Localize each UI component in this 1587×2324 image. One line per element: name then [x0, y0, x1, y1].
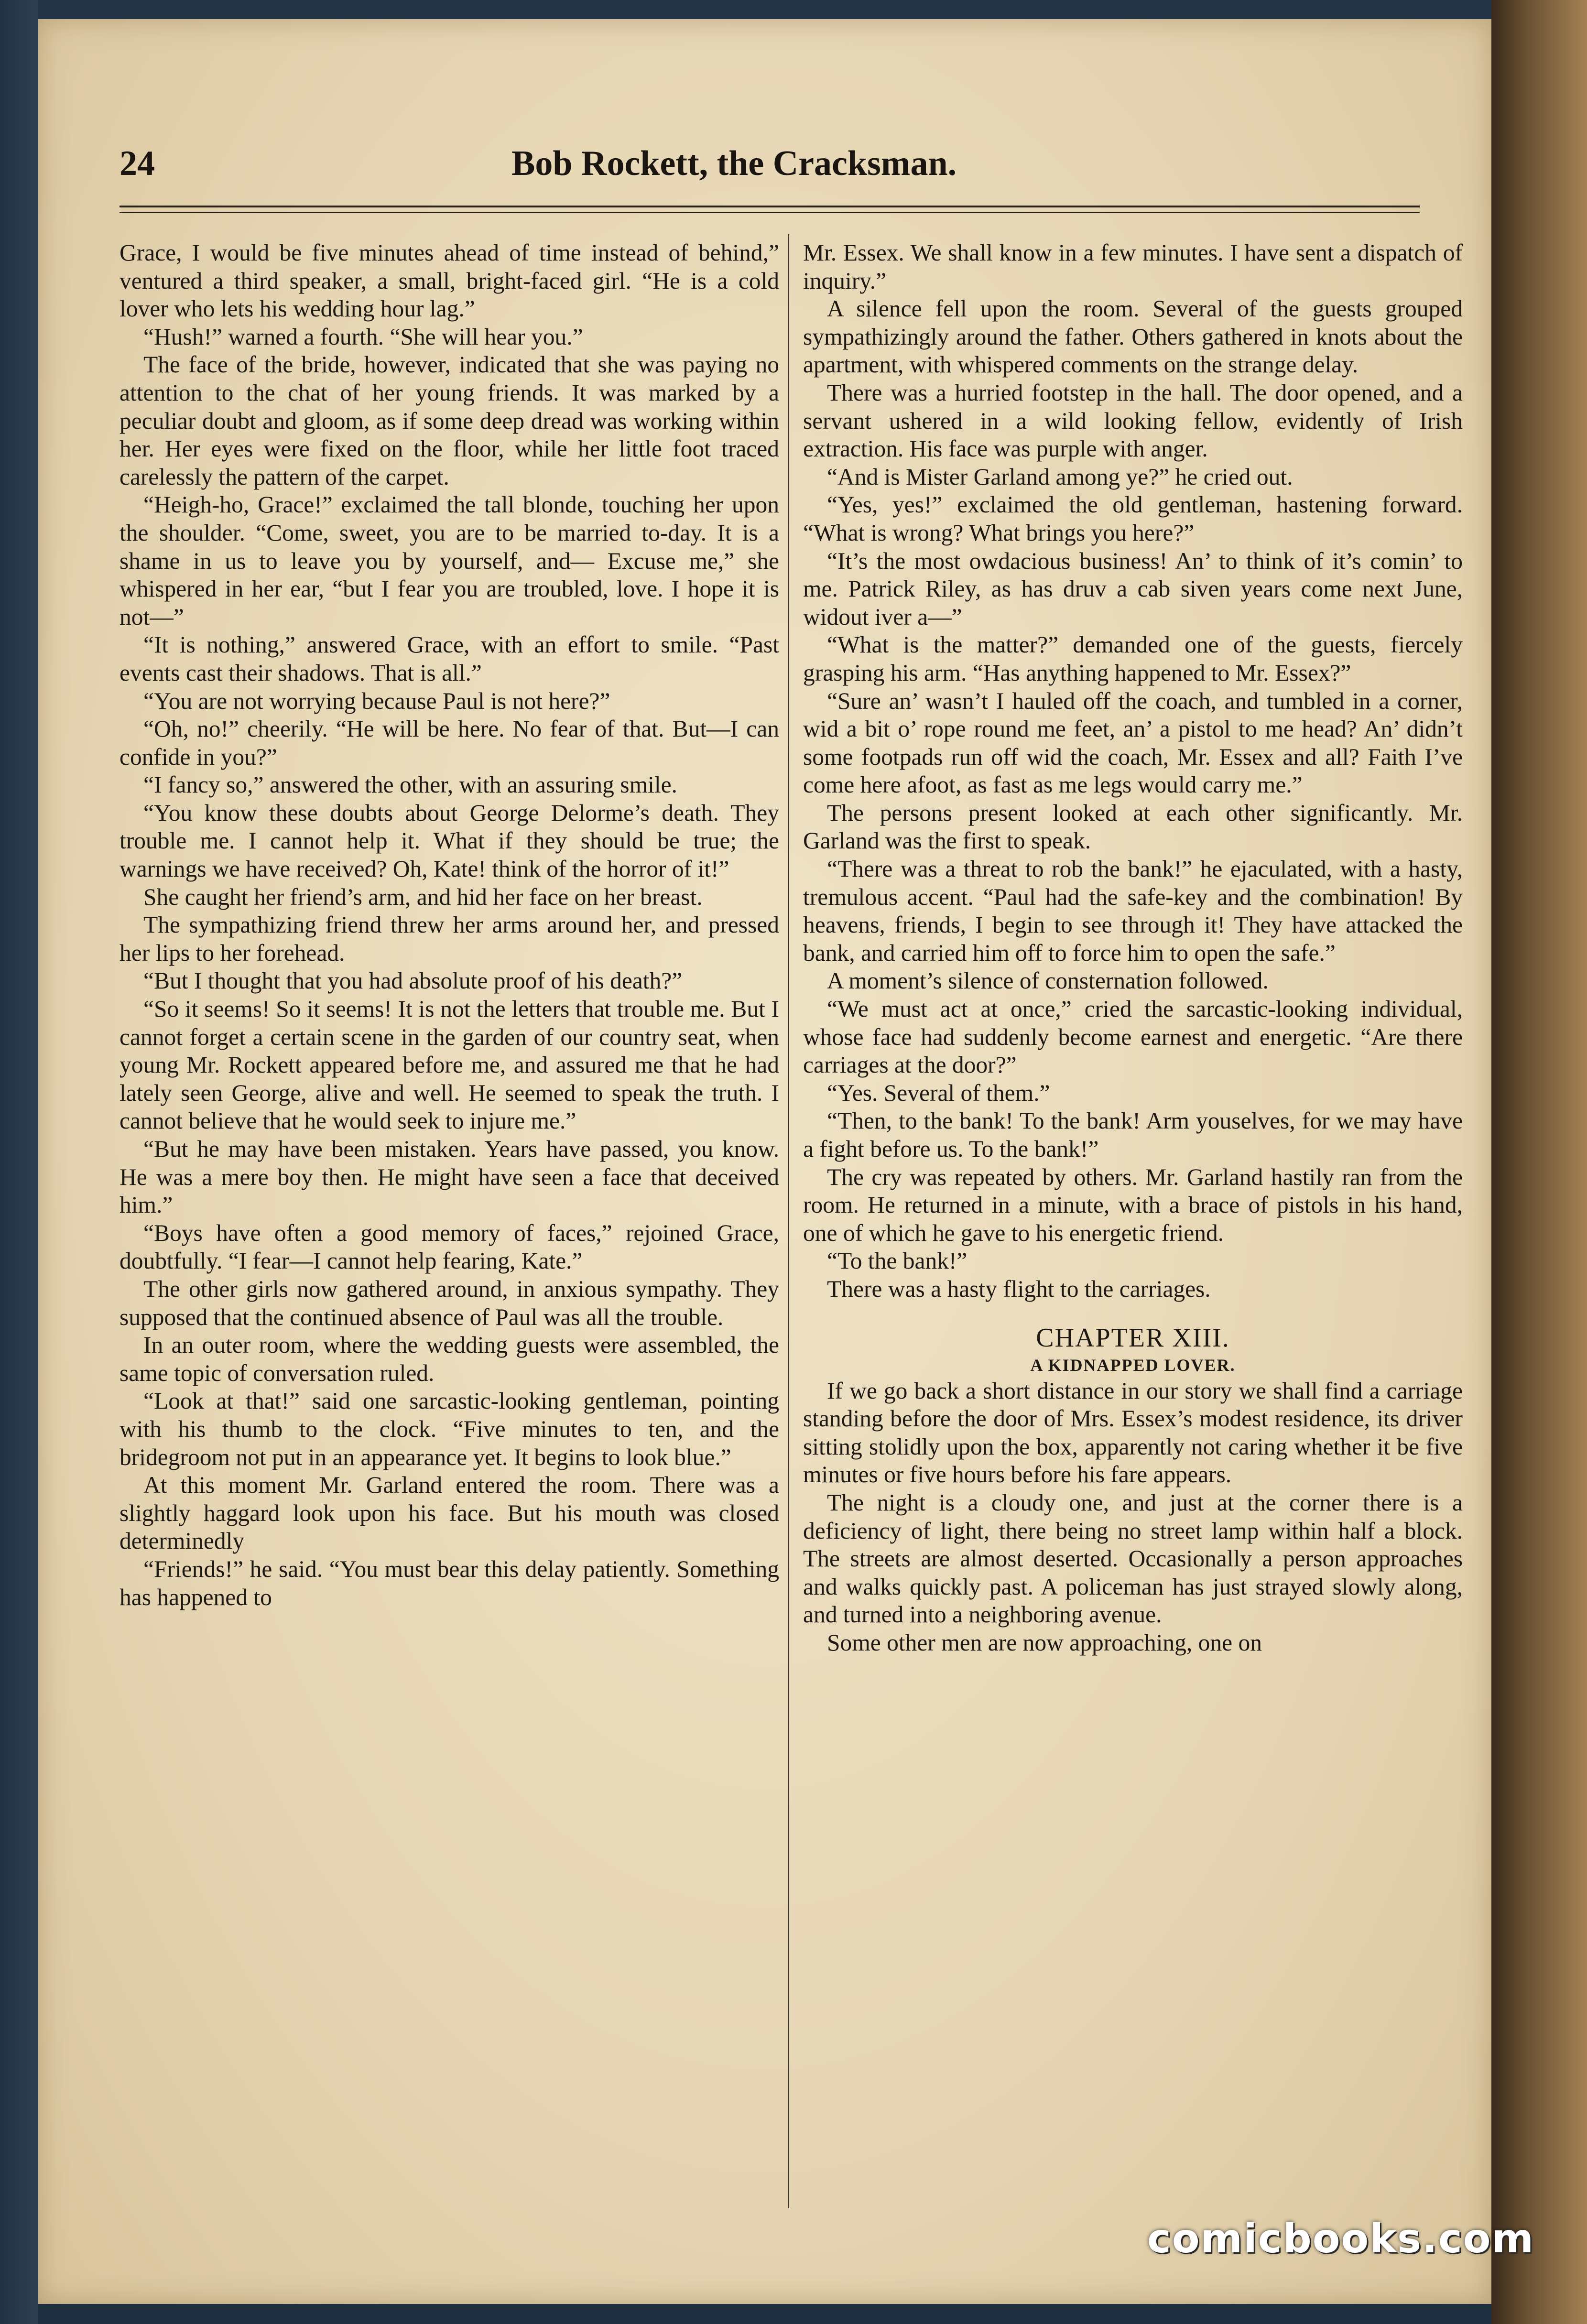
paragraph: “Yes. Several of them.” — [827, 1079, 1050, 1106]
paragraph: Some other men are now approaching, one on — [827, 1629, 1262, 1656]
paragraph: “So it seems! So it seems! It is not the letters that trouble me. But I cannot forget a certain scene in the garden of our country seat, when young Mr. Rockett appeared before me, and assured me that he had lately seen George, alive and well. He seemed to speak the truth. I cannot believe that he would seek to injure me.” — [120, 996, 779, 1134]
paragraph: “You are not worrying because Paul is not here?” — [143, 687, 610, 714]
paragraph: “We must act at once,” cried the sarcastic-looking individual, whose face had suddenly become earnest and energetic. “Are there carriages at the door?” — [803, 996, 1463, 1078]
paragraph: The sympathizing friend threw her arms around her, and pressed her lips to her forehead. — [120, 912, 779, 966]
paragraph: “Look at that!” said one sarcastic-looking gentleman, pointing with his thumb to the clock. “Five minutes to ten, and the bridegroom not put in an appearance yet. It begins to look blue.” — [120, 1388, 779, 1470]
paragraph: “Hush!” warned a fourth. “She will hear you.” — [143, 323, 583, 350]
paragraph: “It’s the most owdacious business! An’ to think of it’s comin’ to me. Patrick Riley, as has druv a cab siven years come next June, widout iver a—” — [803, 547, 1463, 630]
paragraph: “Yes, yes!” exclaimed the old gentleman, hastening forward. “What is wrong? What brings you here?” — [803, 491, 1463, 546]
paragraph: “Oh, no!” cheerily. “He will be here. No fear of that. But—I can confide in you?” — [120, 716, 779, 770]
paragraph: “Heigh-ho, Grace!” exclaimed the tall blonde, touching her upon the shoulder. “Come, sweet, you are to be married to-day. It is a shame in us to leave you by yourself, and— Excuse me,” she whispered in her ear, “but I fear you are troubled, love. I hope it is not—” — [120, 491, 779, 630]
page-number: 24 — [120, 144, 155, 183]
header-rule — [120, 206, 1420, 213]
paragraph: “To the bank!” — [827, 1248, 967, 1274]
page-edge-right — [1491, 0, 1587, 2324]
running-head: Bob Rockett, the Cracksman. — [511, 144, 957, 183]
site-watermark: comicbooks.com — [1147, 2215, 1534, 2262]
paragraph: “There was a threat to rob the bank!” he ejaculated, with a hasty, tremulous accent. “Paul had the safe-key and the combination! By heavens, friends, I begin to see through it! They have attacked the bank, and carried him off to force him to open the safe.” — [803, 856, 1463, 966]
paragraph: “It is nothing,” answered Grace, with an effort to smile. “Past events cast their shadows. That is all.” — [120, 631, 779, 686]
paragraph: Mr. Essex. We shall know in a few minutes. I have sent a dispatch of inquiry.” — [803, 239, 1463, 294]
scan-background-left — [0, 0, 38, 2324]
paragraph: “Then, to the bank! To the bank! Arm youselves, for we may have a fight before us. To the bank!” — [803, 1108, 1463, 1162]
paragraph: “Friends!” he said. “You must bear this delay patiently. Something has happened to — [120, 1555, 779, 1610]
paragraph: The other girls now gathered around, in anxious sympathy. They supposed that the continued absence of Paul was all the trouble. — [120, 1275, 779, 1330]
paragraph: The night is a cloudy one, and just at the corner there is a deficiency of light, there being no street lamp within half a block. The streets are almost deserted. Occasionally a person approaches and walks quickly past. A policeman has just strayed slowly along, and turned into a neighboring avenue. — [803, 1489, 1463, 1628]
page-header — [120, 143, 1420, 201]
paragraph: There was a hasty flight to the carriages. — [827, 1275, 1211, 1302]
left-column — [120, 239, 779, 1611]
paragraph: “Boys have often a good memory of faces,” rejoined Grace, doubtfully. “I fear—I cannot help fearing, Kate.” — [120, 1219, 779, 1274]
paragraph: If we go back a short distance in our story we shall find a carriage standing before the door of Mrs. Essex’s modest residence, its driver sitting stolidly upon the box, apparently not caring whether it be five minutes or five hours before his fare appears. — [803, 1377, 1463, 1488]
paragraph: The persons present looked at each other significantly. Mr. Garland was the first to speak. — [803, 799, 1463, 854]
chapter-title: CHAPTER XIII. — [1036, 1323, 1230, 1353]
paragraph: “And is Mister Garland among ye?” he cried out. — [827, 463, 1293, 490]
paragraph: In an outer room, where the wedding guests were assembled, the same topic of conversation ruled. — [120, 1332, 779, 1386]
column-divider — [788, 234, 789, 2208]
paragraph: “But he may have been mistaken. Years have passed, you know. He was a mere boy then. He might have seen a face that deceived him.” — [120, 1136, 779, 1218]
paragraph: A moment’s silence of consternation followed. — [827, 967, 1269, 994]
paragraph: “I fancy so,” answered the other, with an assuring smile. — [143, 771, 677, 798]
paragraph: “You know these doubts about George Delorme’s death. They trouble me. I cannot help it. What if they should be true; the warnings we have received? Oh, Kate! think of the horror of it!” — [120, 799, 779, 882]
paragraph: “Sure an’ wasn’t I hauled off the coach, and tumbled in a corner, wid a bit o’ rope round me feet, an’ a pistol to me head? An’ didn’t some footpads run off wid the coach, Mr. Essex and all? Faith I’ve come here afoot, as fast as me legs would carry me.” — [803, 687, 1463, 798]
paragraph: Grace, I would be five minutes ahead of time instead of behind,” ventured a third speaker, a small, bright-faced girl. “He is a cold lover who lets his wedding hour lag.” — [120, 239, 779, 322]
paragraph: She caught her friend’s arm, and hid her face on her breast. — [143, 883, 703, 910]
paragraph: A silence fell upon the room. Several of the guests grouped sympathizingly around the father. Others gathered in knots about the apartment, with whispered comments on the strange delay. — [803, 295, 1463, 378]
paragraph: There was a hurried footstep in the hall. The door opened, and a servant ushered in a wild looking fellow, evidently of Irish extraction. His face was purple with anger. — [803, 379, 1463, 462]
paragraph: The face of the bride, however, indicated that she was paying no attention to the chat of her young friends. It was marked by a peculiar doubt and gloom, as if some deep dread was working within her. Her eyes were fixed on the floor, while her little foot traced carelessly the pattern of the carpet. — [120, 351, 779, 490]
paragraph: “What is the matter?” demanded one of the guests, fiercely grasping his arm. “Has anything happened to Mr. Essex?” — [803, 631, 1463, 686]
paragraph: At this moment Mr. Garland entered the room. There was a slightly haggard look upon his face. But his mouth was closed determinedly — [120, 1472, 779, 1554]
paragraph: The cry was repeated by others. Mr. Garland hastily ran from the room. He returned in a minute, with a brace of pistols in his hand, one of which he gave to his energetic friend. — [803, 1163, 1463, 1246]
chapter-subtitle: A KIDNAPPED LOVER. — [1030, 1355, 1236, 1375]
paragraph: “But I thought that you had absolute proof of his death?” — [143, 967, 683, 994]
right-column — [803, 239, 1463, 1657]
